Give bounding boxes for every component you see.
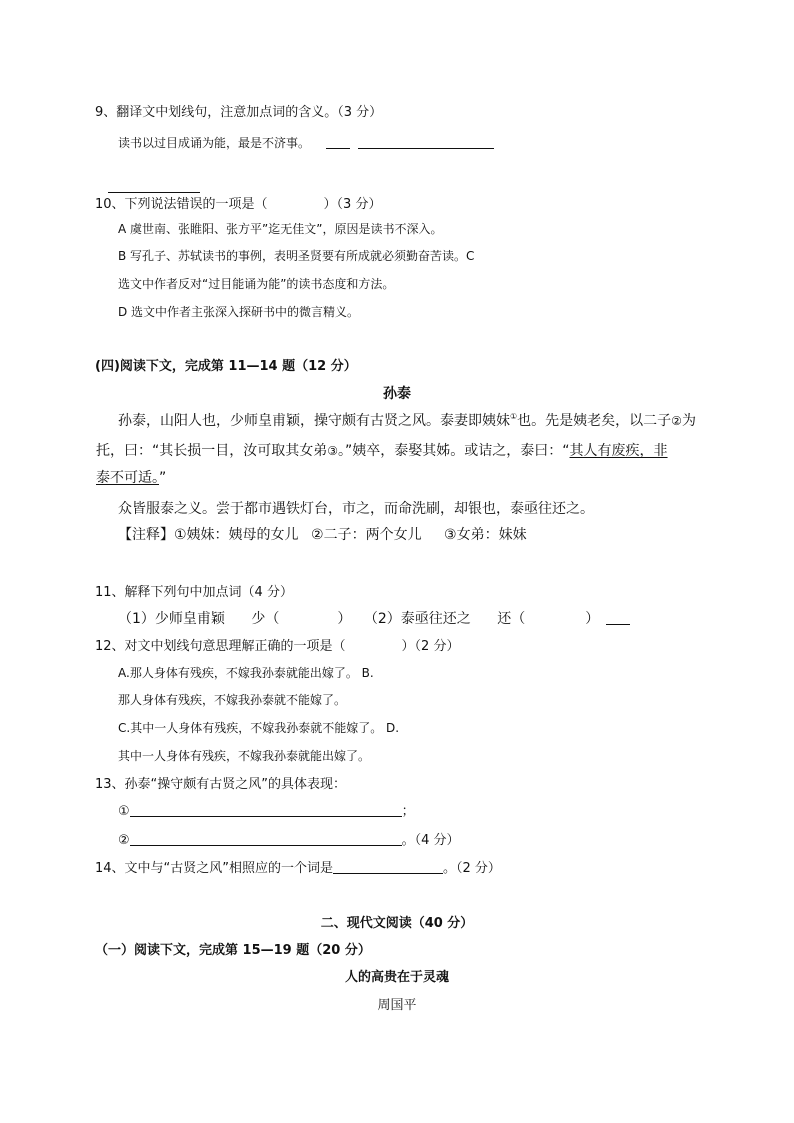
q11-items [118,612,630,626]
passage-line-1 [118,413,696,428]
q10-stem-end: ）（3 分） [323,197,382,212]
part2-subheading: （一）阅读下文，完成第 15—19 题（20 分） [95,943,371,958]
passage-text: 。”姨卒，泰娶其姊。或诘之，泰曰：“ [338,443,570,459]
q10-stem: 10、下列说法错误的一项是（ [95,197,268,212]
q9-answer-line[interactable] [358,147,494,149]
passage-line-2 [96,444,668,458]
q11-item-2-close: ） [585,611,600,627]
part2-heading: 二、现代文阅读（40 分） [320,916,474,931]
q13-answer-line-2[interactable] [130,844,402,846]
q12-stem-end: ）（2 分） [401,639,460,654]
q13-mark-1: ① [118,804,130,819]
q11-item-1-close: ） [337,611,352,627]
q13-blank-2-row [118,834,460,847]
q11-item-1: （1）少师皇甫颖 [118,611,225,627]
passage-text: 托，曰：“其长损一目，汝可取其女弟 [96,443,328,459]
q11-item-1-word: 少（ [251,611,280,627]
article-title: 人的高贵在于灵魂 [344,970,449,985]
note-ref-2: ② [671,414,682,428]
q13-answer-line-1[interactable] [130,815,402,817]
q9-sentence-row [118,137,494,149]
q9-answer-line[interactable] [326,147,350,149]
q11-answer-line[interactable] [606,623,630,625]
passage-line-3 [96,471,166,485]
q10-option-d: D 选文中作者主张深入探研书中的微言精义。 [118,305,360,319]
note-ref-1: ① [510,412,518,421]
q11-stem: 11、解释下列句中加点词（4 分） [95,585,293,600]
passage-text: 为 [681,413,696,429]
underlined-sentence: 泰不可适。 [96,470,159,486]
passage-line-4: 众皆服泰之义。尝于都市遇铁灯台，市之，而命洗刷，却银也，泰亟往还之。 [118,501,594,517]
q13-stem: 13、孙泰“操守颇有古贤之风”的具体表现： [95,777,347,792]
q13-blank-1-row [118,805,415,818]
underlined-sentence: 其人有废疾，非 [569,443,668,459]
note-ref-3: ③ [327,444,339,458]
q10-option-b: B 写孔子、苏轼读书的事例，表明圣贤要有所成就必须勤奋苦读。C [118,249,475,263]
passage-text: 孙泰，山阳人也，少师皇甫颖，操守颇有古贤之风。泰妻即姨妹 [118,413,510,429]
q12-stem-row [95,640,459,653]
article-author: 周国平 [377,998,417,1013]
q9-answer-line[interactable] [108,191,200,193]
passage-notes [118,528,527,542]
note-3: ③女弟：妹妹 [444,527,527,543]
q13-end-1: ； [401,804,415,819]
notes-label: 【注释】 [118,527,174,543]
q12-option-a: A.那人身体有残疾，不嫁我孙泰就能出嫁了。 B. [118,666,374,680]
q12-option-c: C.其中一人身体有残疾，不嫁我孙泰就不能嫁了。 D. [118,721,400,735]
passage-text: ” [159,470,167,486]
q9-answer-line-2[interactable] [108,178,200,194]
note-1: ①姨妹：姨母的女儿 [174,527,299,543]
passage-title: 孙泰 [383,386,411,402]
q9-sentence: 读书以过目成诵为能，最是不济事。 [118,136,311,150]
q12-option-d: 其中一人身体有残疾，不嫁我孙泰就能出嫁了。 [118,749,371,763]
note-2: ②二子：两个女儿 [311,527,422,543]
q10-stem-row [95,198,381,211]
q10-option-a: A 虞世南、张睢阳、张方平”迄无佳文”，原因是读书不深入。 [118,222,443,236]
q11-item-2-word: 还（ [497,611,526,627]
q12-option-b: 那人身体有残疾，不嫁我孙泰就不能嫁了。 [118,693,347,707]
q11-item-2: （2）泰亟往还之 [363,611,471,627]
q14-row [95,862,501,875]
q14-end: 。（2 分） [443,861,501,876]
q13-mark-2: ② [118,833,130,848]
q10-option-c: 选文中作者反对“过目能诵为能”的读书态度和方法。 [118,277,395,291]
q12-stem: 12、对文中划线句意思理解正确的一项是（ [95,639,346,654]
q9-stem: 9、翻译文中划线句，注意加点词的含义。（3 分） [95,105,383,120]
passage-text: 也。先是姨老矣，以二子 [517,413,672,429]
q14-answer-line[interactable] [333,872,443,874]
q13-end-2: 。（4 分） [401,833,460,848]
q14-stem: 14、文中与“古贤之风”相照应的一个词是 [95,861,334,876]
section4-heading: (四)阅读下文，完成第 11—14 题（12 分） [95,359,357,374]
